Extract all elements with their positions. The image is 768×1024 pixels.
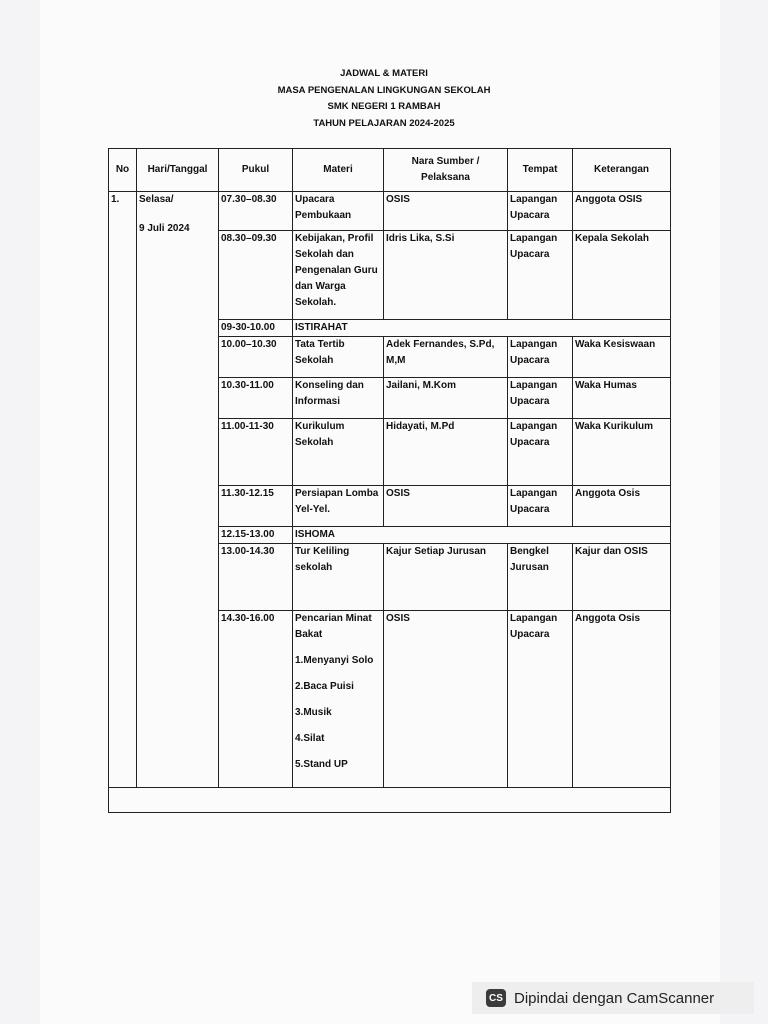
- cell-place: Bengkel Jurusan: [508, 544, 573, 611]
- header-no: No: [109, 149, 137, 192]
- watermark-text: Dipindai dengan CamScanner: [514, 989, 715, 1007]
- cell-note: Anggota Osis: [573, 486, 671, 527]
- table-footer-row: [109, 788, 671, 813]
- cell-time: 14.30-16.00: [219, 611, 293, 788]
- camscanner-watermark: [472, 982, 754, 1014]
- cell-material: Tur Keliling sekolah: [293, 544, 384, 611]
- header-place: Tempat: [508, 149, 573, 192]
- cell-time: 08.30–09.30: [219, 231, 293, 320]
- cell-material: Persiapan Lomba Yel-Yel.: [293, 486, 384, 527]
- cell-break: ISHOMA: [293, 527, 671, 544]
- header-day: Hari/Tanggal: [137, 149, 219, 192]
- sub-item: 4.Silat: [295, 733, 325, 744]
- day-date: 9 Juli 2024: [139, 223, 190, 234]
- cell-note: Waka Humas: [573, 378, 671, 419]
- cell-place: Lapangan Upacara: [508, 192, 573, 231]
- cell-note: Anggota Osis: [573, 611, 671, 788]
- cell-time: 13.00-14.30: [219, 544, 293, 611]
- cell-time: 09-30-10.00: [219, 320, 293, 337]
- cell-note: Kajur dan OSIS: [573, 544, 671, 611]
- sub-item: 2.Baca Puisi: [295, 681, 354, 692]
- cell-speaker: OSIS: [384, 486, 508, 527]
- cell-speaker: Jailani, M.Kom: [384, 378, 508, 419]
- cell-time: 11.30-12.15: [219, 486, 293, 527]
- header-speaker-line-1: Nara Sumber /: [411, 156, 480, 167]
- title-line-4: TAHUN PELAJARAN 2024-2025: [313, 117, 455, 129]
- header-speaker: [384, 149, 508, 192]
- header-speaker-line-2: Pelaksana: [421, 172, 470, 183]
- cell-place: Lapangan Upacara: [508, 419, 573, 486]
- cell-place: Lapangan Upacara: [508, 378, 573, 419]
- camscanner-icon: CS: [486, 989, 506, 1007]
- cell-place: Lapangan Upacara: [508, 337, 573, 378]
- day-name: Selasa/: [139, 194, 174, 205]
- cell-time: 10.30-11.00: [219, 378, 293, 419]
- document-title: [0, 66, 768, 132]
- cell-time: 11.00-11-30: [219, 419, 293, 486]
- cell-material: Konseling dan Informasi: [293, 378, 384, 419]
- material-title: Pencarian Minat Bakat: [295, 613, 372, 640]
- cell-time: 07.30–08.30: [219, 192, 293, 231]
- cell-speaker: Kajur Setiap Jurusan: [384, 544, 508, 611]
- schedule-table: [108, 148, 671, 813]
- cell-break: ISTIRAHAT: [293, 320, 671, 337]
- title-line-1: JADWAL & MATERI: [340, 68, 428, 79]
- cell-place: Lapangan Upacara: [508, 486, 573, 527]
- cell-material: [293, 611, 384, 788]
- cell-speaker: Idris Lika, S.Si: [384, 231, 508, 320]
- empty-footer-cell: [109, 788, 671, 813]
- sub-item: 3.Musik: [295, 707, 332, 718]
- cell-note: Kepala Sekolah: [573, 231, 671, 320]
- cell-place: Lapangan Upacara: [508, 611, 573, 788]
- cell-material: Tata Tertib Sekolah: [293, 337, 384, 378]
- cell-note: Waka Kurikulum: [573, 419, 671, 486]
- header-note: Keterangan: [573, 149, 671, 192]
- cell-note: Waka Kesiswaan: [573, 337, 671, 378]
- cell-material: Kurikulum Sekolah: [293, 419, 384, 486]
- cell-speaker: OSIS: [384, 611, 508, 788]
- title-line-3: SMK NEGERI 1 RAMBAH: [327, 101, 441, 112]
- table-row: [109, 192, 671, 231]
- cell-speaker: Hidayati, M.Pd: [384, 419, 508, 486]
- cell-note: Anggota OSIS: [573, 192, 671, 231]
- cell-speaker: OSIS: [384, 192, 508, 231]
- row-number: [109, 192, 137, 788]
- header-material: Materi: [293, 149, 384, 192]
- table-header-row: [109, 149, 671, 192]
- cell-place: Lapangan Upacara: [508, 231, 573, 320]
- cell-material: Kebijakan, Profil Sekolah dan Pengenalan Guru dan Warga Sekolah.: [293, 231, 384, 320]
- row-number-text: 1.: [111, 194, 120, 205]
- sub-item: 1.Menyanyi Solo: [295, 655, 374, 666]
- cell-material: Upacara Pembukaan: [293, 192, 384, 231]
- row-day: [137, 192, 219, 788]
- cell-time: 12.15-13.00: [219, 527, 293, 544]
- cell-speaker: Adek Fernandes, S.Pd, M,M: [384, 337, 508, 378]
- title-line-2: MASA PENGENALAN LINGKUNGAN SEKOLAH: [277, 84, 491, 96]
- header-time: Pukul: [219, 149, 293, 192]
- cell-time: 10.00–10.30: [219, 337, 293, 378]
- sub-item: 5.Stand UP: [295, 759, 348, 770]
